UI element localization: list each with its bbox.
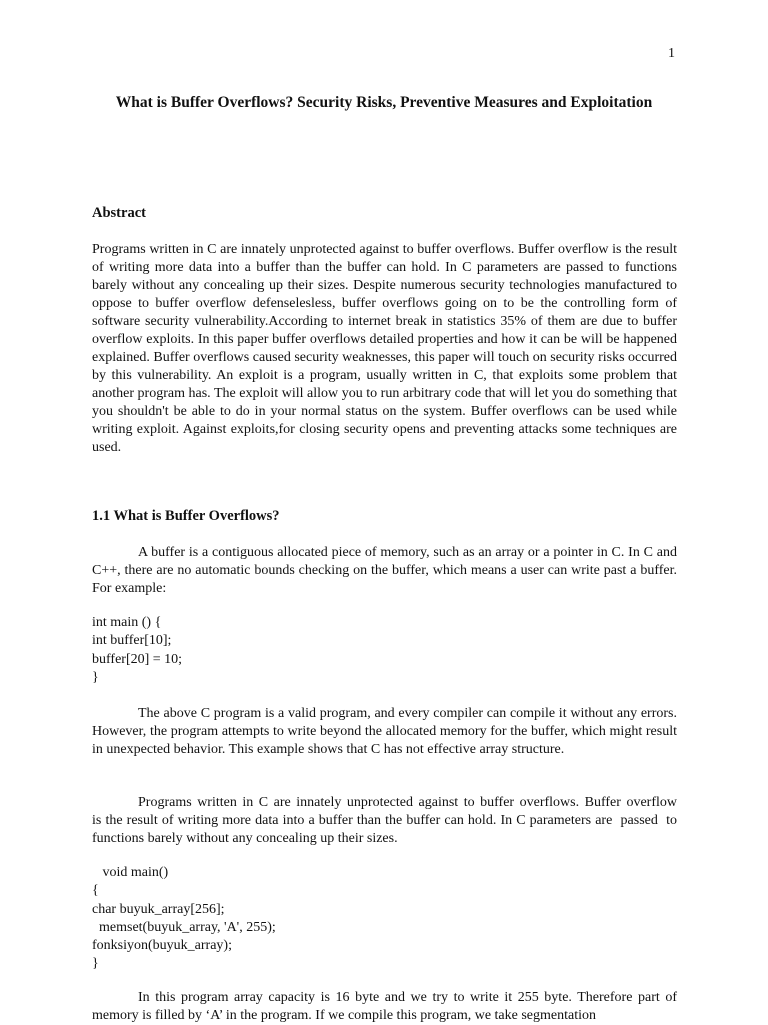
code-line: } [92,956,99,972]
code-line: buffer[20] = 10; [92,651,183,667]
abstract-heading: Abstract [92,205,146,221]
code-line: } [92,669,99,685]
section-heading: 1.1 What is Buffer Overflows? [92,508,280,524]
paper-title: What is Buffer Overflows? Security Risks, Preventive Measures and Exploitation [115,94,653,111]
code-line: fonksiyon(buyuk_array); [92,938,232,954]
section-paragraph-1: A buffer is a contiguous allocated piece of memory, such as an array or a pointer in C. In C and C++, there are no automatic bounds checking on the buffer, which means a user can write past a buffer. For example: [92,545,677,596]
code-line: void main() [92,865,169,880]
section-paragraph-2: The above C program is a valid program, and every compiler can compile it without any errors. However, the program attempts to write beyond the allocated memory for the buffer, which might result in unexpected behavior. This example shows that C has not effective array structure. [92,706,677,757]
code-block-1 [92,614,182,687]
abstract-paragraph: Programs written in C are innately unprotected against to buffer overflows. Buffer overflow is the result of writing more data into a buffer than the buffer can hold. In C parameters are passed to functions barely without any concealing up their sizes. Despite numerous security technologies manufactured to oppose to buffer overflow defenselesless, buffer overflows going on to be the controlling form of software security vulnerability.According to internet break in statistics 35% of them are due to buffer overflow exploits. In this paper buffer overflows detailed properties and how it can be will be happened explained. Buffer overflows caused security weaknesses, this paper will touch on security risks occurred by this vulnerability. An exploit is a program, usually written in C, that exploits some problem that another program has. The exploit will allow you to run arbitrary code that will let you do something that you shouldn't be able to do in your normal status on the system. Buffer overflows can be used while writing exploit. Against exploits,for closing security opens and preventing attacks some techniques are used. [92,242,677,455]
section-paragraph-4: In this program array capacity is 16 byte and we try to write it 255 byte. Therefore part of memory is filled by ‘A’ in the program. If we compile this program, we take segmentation [92,990,677,1023]
code-line: memset(buyuk_array, 'A', 255); [92,919,276,935]
code-line: char buyuk_array[256]; [92,901,225,917]
section-paragraph-3: Programs written in C are innately unprotected against to buffer overflows. Buffer overflow is the result of writing more data into a buffer than the buffer can hold. In C parameters are passed to functions barely without any concealing up their sizes. [92,795,695,846]
page-number: 1 [668,46,675,61]
code-line: { [92,883,99,899]
code-line: int buffer[10]; [92,633,172,649]
code-line: int main () { [92,615,162,630]
code-block-2 [92,864,276,974]
